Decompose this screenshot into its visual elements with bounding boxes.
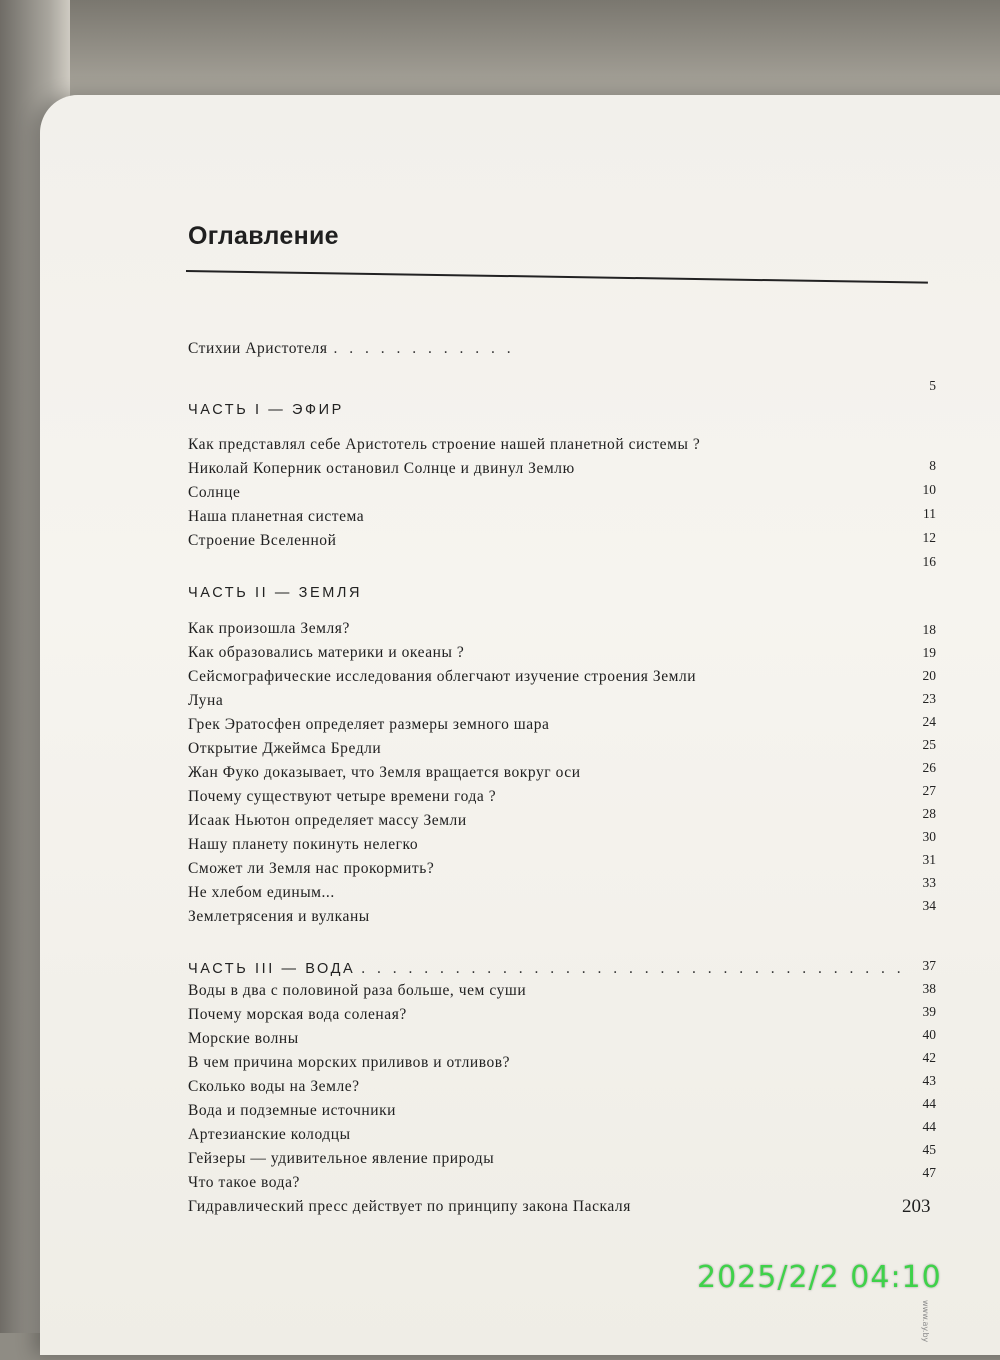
toc-entry [188, 484, 308, 502]
toc-entry-title: Землетрясения и вулканы [188, 908, 370, 925]
toc-entry-page: 47 [922, 1165, 936, 1180]
toc-entry [188, 1006, 498, 1024]
toc-entry [188, 1174, 378, 1192]
toc-entry-title: Строение Вселенной [188, 532, 337, 549]
toc-entry-title: Почему существуют четыре времени года ? [188, 788, 497, 805]
leader-dots [334, 340, 512, 358]
toc-entry [188, 532, 408, 550]
toc-entry-page: 12 [922, 530, 936, 545]
toc-entry-title: Грек Эратосфен определяет размеры земного шара [188, 716, 550, 733]
toc-entry [188, 860, 518, 878]
toc-entry-page: 28 [922, 806, 936, 821]
toc-entry [188, 716, 648, 734]
toc-entry [188, 1198, 723, 1216]
toc-entry-page: 18 [922, 622, 936, 637]
toc-entry [188, 884, 388, 902]
toc-entry-title: Луна [188, 692, 224, 709]
toc-entry [188, 1102, 478, 1120]
toc-entry-page: 25 [922, 737, 936, 752]
toc-entry-page: 10 [922, 482, 936, 497]
part-title-row [188, 960, 908, 978]
toc-entry-page: 44 [922, 1096, 936, 1111]
toc-entry [188, 764, 648, 782]
photo-timestamp: 2025/2/2 04:10 [697, 1260, 942, 1295]
toc-entry-page: 33 [922, 875, 936, 890]
toc-entry-page: 37 [922, 958, 936, 973]
table-of-contents [188, 330, 934, 1250]
toc-entry-title: Морские волны [188, 1030, 299, 1047]
toc-entry-intro [188, 340, 518, 358]
toc-entry-page: 31 [922, 852, 936, 867]
toc-entry-title: Вода и подземные источники [188, 1102, 397, 1119]
toc-entry-page: 40 [922, 1027, 936, 1042]
watermark: www.ay.by [921, 1300, 930, 1343]
toc-entry [188, 1030, 358, 1048]
toc-entry-title: Наша планетная система [188, 508, 365, 525]
part-title: ЧАСТЬ III — ВОДА [188, 961, 356, 977]
toc-entry [188, 620, 428, 638]
toc-entry-title: Что такое вода? [188, 1174, 300, 1191]
toc-entry-title: Сколько воды на Земле? [188, 1078, 360, 1095]
toc-entry [188, 788, 588, 806]
part-title: ЧАСТЬ I — ЭФИР [188, 402, 344, 418]
toc-entry-title: Не хлебом единым... [188, 884, 335, 901]
toc-entry [188, 1150, 578, 1168]
toc-entry-title: Исаак Ньютон определяет массу Земли [188, 812, 467, 829]
toc-entry-page: 27 [922, 783, 936, 798]
toc-entry-page: 38 [922, 981, 936, 996]
toc-entry-page: 19 [922, 645, 936, 660]
toc-entry-title: Почему морская вода соленая? [188, 1006, 407, 1023]
toc-entry-page: 24 [922, 714, 936, 729]
part-title: ЧАСТЬ II — ЗЕМЛЯ [188, 585, 363, 601]
toc-entry-page: 42 [922, 1050, 936, 1065]
toc-entry-page: 5 [929, 378, 936, 393]
toc-entry-title: Как произошла Земля? [188, 620, 350, 637]
page-title: Оглавление [188, 222, 339, 250]
toc-entry-title: Артезианские колодцы [188, 1126, 351, 1143]
toc-entry-page: 26 [922, 760, 936, 775]
toc-entry-page: 8 [929, 458, 936, 473]
toc-entry [188, 982, 608, 1000]
toc-entry-title: Как образовались материки и океаны ? [188, 644, 465, 661]
toc-entry-page: 45 [922, 1142, 936, 1157]
toc-entry-title: Открытие Джеймса Бредли [188, 740, 382, 757]
toc-entry [188, 908, 418, 926]
toc-entry-title: Гейзеры — удивительное явление природы [188, 1150, 495, 1167]
toc-entry-title: Воды в два с половиной раза больше, чем суши [188, 982, 527, 999]
toc-entry-title: Сможет ли Земля нас прокормить? [188, 860, 435, 877]
toc-entry [188, 812, 548, 830]
toc-entry-page: 16 [922, 554, 936, 569]
toc-entry-page: 30 [922, 829, 936, 844]
toc-entry [188, 668, 778, 686]
toc-entry-title: Стихии Аристотеля [188, 340, 328, 357]
toc-entry [188, 508, 428, 526]
toc-entry-title: Солнце [188, 484, 241, 501]
toc-entry [188, 692, 288, 710]
toc-entry-title: Гидравлический пресс действует по принципу закона Паскаля [188, 1198, 631, 1215]
toc-entry-page: 39 [922, 1004, 936, 1019]
toc-entry-title: Нашу планету покинуть нелегко [188, 836, 419, 853]
toc-entry-page: 20 [922, 668, 936, 683]
toc-entry [188, 1054, 598, 1072]
toc-entry-title: В чем причина морских приливов и отливов? [188, 1054, 511, 1071]
toc-entry-page: 43 [922, 1073, 936, 1088]
toc-entry [188, 1126, 418, 1144]
toc-entry [188, 644, 538, 662]
toc-entry-page: 11 [923, 506, 936, 521]
toc-entry-title: Сейсмографические исследования облегчают изучение строения Земли [188, 668, 697, 685]
toc-entry [188, 836, 508, 854]
toc-entry [188, 460, 688, 478]
toc-entry-title: Как представлял себе Аристотель строение нашей планетной системы ? [188, 436, 701, 453]
toc-entry-page: 34 [922, 898, 936, 913]
toc-entry [188, 740, 438, 758]
toc-entry [188, 1078, 448, 1096]
toc-entry-title: Жан Фуко доказывает, что Земля вращается вокруг оси [188, 764, 581, 781]
toc-entry-title: Николай Коперник остановил Солнце и двинул Землю [188, 460, 575, 477]
leader-dots [361, 960, 902, 978]
toc-entry [188, 436, 788, 454]
toc-entry-page: 44 [922, 1119, 936, 1134]
page-number: 203 [902, 1196, 931, 1217]
toc-entry-page: 23 [922, 691, 936, 706]
